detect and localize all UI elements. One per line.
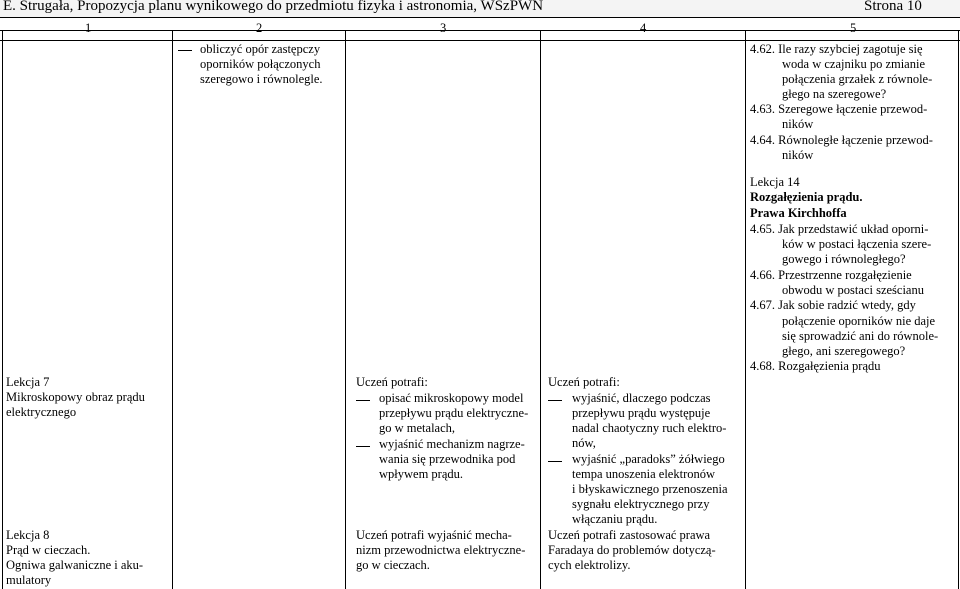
lesson14-item: połączenie oporników nie daje xyxy=(782,314,936,328)
col5-top-line: głego na szeregowe? xyxy=(782,87,887,101)
lesson14-item: obwodu w postaci sześcianu xyxy=(782,283,924,297)
lesson7-col4-line: wyjaśnić, dlaczego podczas xyxy=(572,391,711,405)
col-divider-2 xyxy=(345,30,346,589)
col5-top-line: 4.63. Szeregowe łączenie przewod- xyxy=(750,102,928,116)
page-header xyxy=(0,0,960,18)
bullet-dash xyxy=(356,446,370,447)
column-number-5: 5 xyxy=(850,21,857,35)
lesson14-title: Lekcja 14 xyxy=(750,175,800,189)
lesson8-col3-line: nizm przewodnictwa elektryczne- xyxy=(356,543,526,557)
col5-top-line: ników xyxy=(782,148,814,162)
col2-top-line: oporników połączonych xyxy=(200,57,321,71)
lesson7-col4-line: nów, xyxy=(572,436,596,450)
lesson7-col4-line: i błyskawicznego przenoszenia xyxy=(572,482,728,496)
col-divider-3 xyxy=(540,30,541,589)
col5-top-line: 4.64. Równoległe łączenie przewod- xyxy=(750,133,933,147)
bullet-dash xyxy=(548,400,562,401)
col-divider-5 xyxy=(958,30,959,589)
column-number-4: 4 xyxy=(640,21,647,35)
lesson14-item: 4.68. Rozgałęzienia prądu xyxy=(750,359,881,373)
header-title: E. Strugała, Propozycja planu wynikowego do przedmiotu fizyka i astronomia, WSzPWN xyxy=(3,0,544,14)
bullet-dash xyxy=(548,461,562,462)
lesson14-item: 4.66. Przestrzenne rozgałęzienie xyxy=(750,268,912,282)
lesson7-col3-line: wyjaśnić mechanizm nagrze- xyxy=(379,437,525,451)
lesson7-col4-line: włączaniu prądu. xyxy=(572,512,658,526)
lesson14-item: ków w postaci łączenia szere- xyxy=(782,237,932,251)
lesson7-col4-line: przepływu prądu występuje xyxy=(572,406,711,420)
lesson8-col3-line: Uczeń potrafi wyjaśnić mecha- xyxy=(356,528,512,542)
column-number-1: 1 xyxy=(85,21,92,35)
lesson7-col3-line: Uczeń potrafi: xyxy=(356,375,428,389)
lesson7-col3-line: przepływu prądu elektryczne- xyxy=(379,406,529,420)
col5-top-line: 4.62. Ile razy szybciej zagotuje się xyxy=(750,42,923,56)
lesson7-col4-line: tempa unoszenia elektronów xyxy=(572,467,716,481)
column-number-3: 3 xyxy=(440,21,447,35)
lesson7-col4-line: sygnału elektrycznego przy xyxy=(572,497,710,511)
lesson7-col3-line: go w metalach, xyxy=(379,421,456,435)
lesson8-col4-line: Faradaya do problemów dotyczą- xyxy=(548,543,716,557)
lesson14-title: Rozgałęzienia prądu. xyxy=(750,190,863,204)
col5-top-line: połączenia grzałek z równole- xyxy=(782,72,933,86)
lesson7-title: elektrycznego xyxy=(6,405,77,419)
lesson8-col4-line: Uczeń potrafi zastosować prawa xyxy=(548,528,711,542)
lesson8-title: mulatory xyxy=(6,573,52,587)
lesson7-col4-line: Uczeń potrafi: xyxy=(548,375,620,389)
lesson7-title: Mikroskopowy obraz prądu xyxy=(6,390,145,404)
lesson7-title: Lekcja 7 xyxy=(6,375,50,389)
lesson8-title: Prąd w cieczach. xyxy=(6,543,91,557)
column-number-2: 2 xyxy=(256,21,263,35)
bullet-dash xyxy=(356,400,370,401)
bullet-dash xyxy=(178,50,192,51)
lesson8-col3-line: go w cieczach. xyxy=(356,558,430,572)
lesson7-col4-line: wyjaśnić „paradoks” żółwiego xyxy=(572,452,725,466)
lesson14-item: gowego i równoległego? xyxy=(782,252,906,266)
col-divider-1 xyxy=(172,30,173,589)
lesson7-col3-line: wpływem prądu. xyxy=(379,467,464,481)
lesson7-col4-line: nadal chaotyczny ruch elektro- xyxy=(572,421,727,435)
lesson14-item: głego, ani szeregowego? xyxy=(782,344,906,358)
table-header-border xyxy=(0,40,960,41)
lesson8-title: Ogniwa galwaniczne i aku- xyxy=(6,558,144,572)
col-divider-0 xyxy=(2,30,3,589)
lesson14-item: 4.65. Jak przedstawić układ oporni- xyxy=(750,222,929,236)
col2-top-line: szeregowo i równolegle. xyxy=(200,72,323,86)
lesson14-item: 4.67. Jak sobie radzić wtedy, gdy xyxy=(750,298,916,312)
lesson8-title: Lekcja 8 xyxy=(6,528,50,542)
lesson7-col3-line: wania się przewodnika pod xyxy=(379,452,516,466)
lesson14-item: się sprowadzić ani do równole- xyxy=(782,329,939,343)
col2-top-line: obliczyć opór zastępczy xyxy=(200,42,321,56)
lesson14-title: Prawa Kirchhoffa xyxy=(750,206,847,220)
table-top-border xyxy=(0,30,960,31)
lesson7-col3-line: opisać mikroskopowy model xyxy=(379,391,524,405)
col5-top-line: ników xyxy=(782,117,814,131)
col5-top-line: woda w czajniku po zmianie xyxy=(782,57,926,71)
header-page-number: Strona 10 xyxy=(864,0,922,14)
lesson8-col4-line: cych elektrolizy. xyxy=(548,558,631,572)
col-divider-4 xyxy=(745,30,746,589)
